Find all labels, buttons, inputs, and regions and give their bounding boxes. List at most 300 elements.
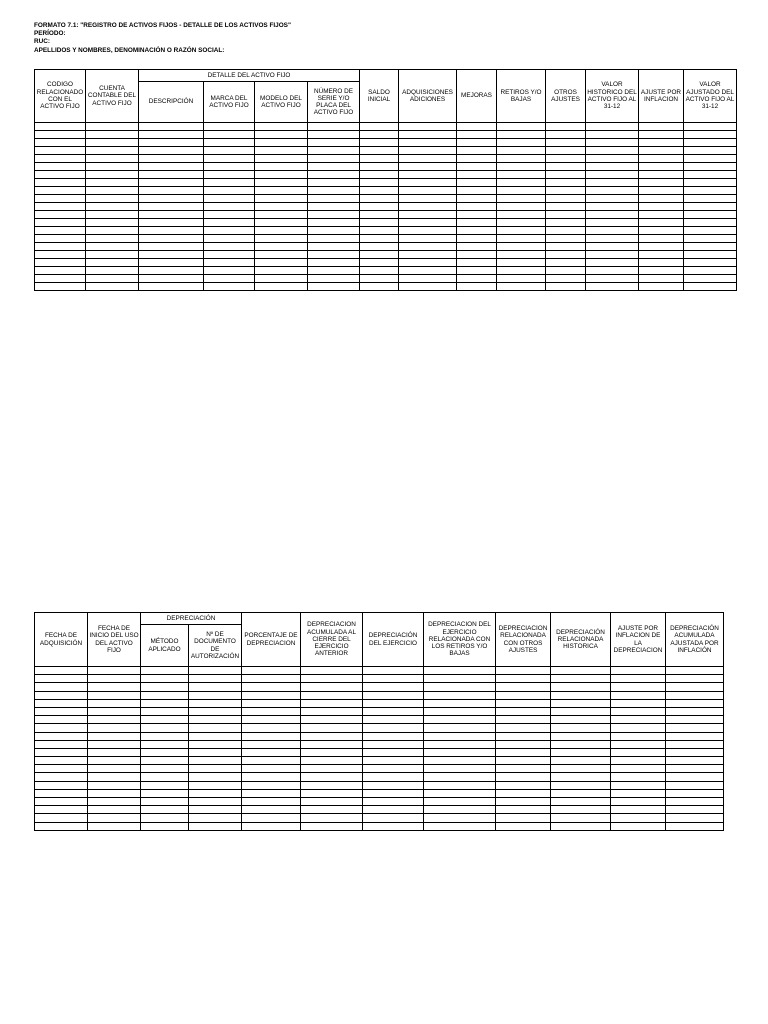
table-cell[interactable] bbox=[204, 179, 255, 187]
table-cell[interactable] bbox=[35, 765, 88, 773]
table-cell[interactable] bbox=[360, 155, 399, 163]
table-cell[interactable] bbox=[301, 822, 363, 830]
table-cell[interactable] bbox=[255, 163, 308, 171]
table-cell[interactable] bbox=[88, 707, 141, 715]
table-cell[interactable] bbox=[301, 781, 363, 789]
table-cell[interactable] bbox=[546, 275, 586, 283]
table-cell[interactable] bbox=[360, 251, 399, 259]
table-cell[interactable] bbox=[666, 707, 724, 715]
table-cell[interactable] bbox=[551, 814, 611, 822]
table-cell[interactable] bbox=[204, 147, 255, 155]
table-cell[interactable] bbox=[399, 211, 457, 219]
table-cell[interactable] bbox=[497, 259, 546, 267]
table-cell[interactable] bbox=[639, 171, 684, 179]
table-cell[interactable] bbox=[308, 227, 360, 235]
table-cell[interactable] bbox=[684, 283, 737, 291]
table-cell[interactable] bbox=[586, 211, 639, 219]
table-cell[interactable] bbox=[586, 123, 639, 131]
table-cell[interactable] bbox=[496, 748, 551, 756]
table-cell[interactable] bbox=[457, 203, 497, 211]
table-cell[interactable] bbox=[301, 691, 363, 699]
table-cell[interactable] bbox=[546, 187, 586, 195]
table-cell[interactable] bbox=[586, 155, 639, 163]
table-cell[interactable] bbox=[139, 179, 204, 187]
table-cell[interactable] bbox=[586, 163, 639, 171]
table-cell[interactable] bbox=[86, 139, 139, 147]
table-cell[interactable] bbox=[189, 789, 242, 797]
table-cell[interactable] bbox=[457, 235, 497, 243]
table-cell[interactable] bbox=[35, 822, 88, 830]
table-cell[interactable] bbox=[496, 757, 551, 765]
table-cell[interactable] bbox=[457, 219, 497, 227]
table-cell[interactable] bbox=[308, 139, 360, 147]
table-cell[interactable] bbox=[399, 147, 457, 155]
table-cell[interactable] bbox=[141, 691, 189, 699]
table-cell[interactable] bbox=[360, 147, 399, 155]
table-cell[interactable] bbox=[301, 757, 363, 765]
table-cell[interactable] bbox=[88, 781, 141, 789]
table-cell[interactable] bbox=[586, 139, 639, 147]
table-cell[interactable] bbox=[497, 211, 546, 219]
table-cell[interactable] bbox=[684, 203, 737, 211]
table-cell[interactable] bbox=[399, 219, 457, 227]
table-cell[interactable] bbox=[308, 267, 360, 275]
table-cell[interactable] bbox=[551, 765, 611, 773]
table-cell[interactable] bbox=[639, 235, 684, 243]
table-cell[interactable] bbox=[586, 187, 639, 195]
table-cell[interactable] bbox=[308, 187, 360, 195]
table-cell[interactable] bbox=[88, 748, 141, 756]
table-cell[interactable] bbox=[684, 123, 737, 131]
table-cell[interactable] bbox=[255, 203, 308, 211]
table-cell[interactable] bbox=[546, 219, 586, 227]
table-cell[interactable] bbox=[189, 683, 242, 691]
table-cell[interactable] bbox=[424, 683, 496, 691]
table-cell[interactable] bbox=[546, 235, 586, 243]
table-cell[interactable] bbox=[204, 123, 255, 131]
table-cell[interactable] bbox=[308, 211, 360, 219]
table-cell[interactable] bbox=[497, 243, 546, 251]
table-cell[interactable] bbox=[360, 227, 399, 235]
table-cell[interactable] bbox=[86, 251, 139, 259]
table-cell[interactable] bbox=[546, 243, 586, 251]
table-cell[interactable] bbox=[360, 171, 399, 179]
table-cell[interactable] bbox=[255, 219, 308, 227]
table-cell[interactable] bbox=[308, 179, 360, 187]
table-cell[interactable] bbox=[363, 740, 424, 748]
table-cell[interactable] bbox=[88, 757, 141, 765]
table-cell[interactable] bbox=[360, 275, 399, 283]
table-cell[interactable] bbox=[204, 171, 255, 179]
table-cell[interactable] bbox=[497, 219, 546, 227]
table-cell[interactable] bbox=[35, 203, 86, 211]
table-cell[interactable] bbox=[586, 243, 639, 251]
table-cell[interactable] bbox=[308, 147, 360, 155]
table-cell[interactable] bbox=[35, 195, 86, 203]
table-cell[interactable] bbox=[363, 732, 424, 740]
table-cell[interactable] bbox=[639, 251, 684, 259]
table-cell[interactable] bbox=[242, 748, 301, 756]
table-cell[interactable] bbox=[255, 211, 308, 219]
table-cell[interactable] bbox=[35, 724, 88, 732]
table-cell[interactable] bbox=[255, 131, 308, 139]
table-cell[interactable] bbox=[457, 155, 497, 163]
table-cell[interactable] bbox=[611, 765, 666, 773]
table-cell[interactable] bbox=[424, 724, 496, 732]
table-cell[interactable] bbox=[242, 757, 301, 765]
table-cell[interactable] bbox=[189, 757, 242, 765]
table-cell[interactable] bbox=[363, 667, 424, 675]
table-cell[interactable] bbox=[666, 691, 724, 699]
table-cell[interactable] bbox=[666, 757, 724, 765]
table-cell[interactable] bbox=[639, 203, 684, 211]
table-cell[interactable] bbox=[496, 683, 551, 691]
table-cell[interactable] bbox=[611, 789, 666, 797]
table-cell[interactable] bbox=[496, 699, 551, 707]
table-cell[interactable] bbox=[88, 806, 141, 814]
table-cell[interactable] bbox=[611, 675, 666, 683]
table-cell[interactable] bbox=[35, 187, 86, 195]
table-cell[interactable] bbox=[684, 211, 737, 219]
table-cell[interactable] bbox=[35, 699, 88, 707]
table-cell[interactable] bbox=[86, 219, 139, 227]
table-cell[interactable] bbox=[301, 798, 363, 806]
table-cell[interactable] bbox=[88, 732, 141, 740]
table-cell[interactable] bbox=[35, 211, 86, 219]
table-cell[interactable] bbox=[360, 219, 399, 227]
table-cell[interactable] bbox=[546, 283, 586, 291]
table-cell[interactable] bbox=[586, 235, 639, 243]
table-cell[interactable] bbox=[301, 740, 363, 748]
table-cell[interactable] bbox=[586, 147, 639, 155]
table-cell[interactable] bbox=[363, 716, 424, 724]
table-cell[interactable] bbox=[457, 179, 497, 187]
table-cell[interactable] bbox=[308, 155, 360, 163]
table-cell[interactable] bbox=[639, 267, 684, 275]
table-cell[interactable] bbox=[301, 732, 363, 740]
table-cell[interactable] bbox=[497, 179, 546, 187]
table-cell[interactable] bbox=[546, 123, 586, 131]
table-cell[interactable] bbox=[684, 219, 737, 227]
table-cell[interactable] bbox=[684, 155, 737, 163]
table-cell[interactable] bbox=[189, 798, 242, 806]
table-cell[interactable] bbox=[204, 219, 255, 227]
table-cell[interactable] bbox=[586, 131, 639, 139]
table-cell[interactable] bbox=[684, 171, 737, 179]
table-cell[interactable] bbox=[497, 267, 546, 275]
table-cell[interactable] bbox=[139, 283, 204, 291]
table-cell[interactable] bbox=[242, 724, 301, 732]
table-cell[interactable] bbox=[586, 267, 639, 275]
table-cell[interactable] bbox=[684, 227, 737, 235]
table-cell[interactable] bbox=[497, 235, 546, 243]
table-cell[interactable] bbox=[360, 187, 399, 195]
table-cell[interactable] bbox=[301, 667, 363, 675]
table-cell[interactable] bbox=[301, 683, 363, 691]
table-cell[interactable] bbox=[86, 243, 139, 251]
table-cell[interactable] bbox=[141, 773, 189, 781]
table-cell[interactable] bbox=[611, 781, 666, 789]
table-cell[interactable] bbox=[189, 732, 242, 740]
table-cell[interactable] bbox=[139, 123, 204, 131]
table-cell[interactable] bbox=[360, 211, 399, 219]
table-cell[interactable] bbox=[360, 195, 399, 203]
table-cell[interactable] bbox=[35, 814, 88, 822]
table-cell[interactable] bbox=[496, 691, 551, 699]
table-cell[interactable] bbox=[666, 675, 724, 683]
table-cell[interactable] bbox=[255, 227, 308, 235]
table-cell[interactable] bbox=[88, 740, 141, 748]
table-cell[interactable] bbox=[360, 243, 399, 251]
table-cell[interactable] bbox=[611, 798, 666, 806]
table-cell[interactable] bbox=[189, 675, 242, 683]
table-cell[interactable] bbox=[308, 251, 360, 259]
table-cell[interactable] bbox=[457, 139, 497, 147]
table-cell[interactable] bbox=[424, 798, 496, 806]
table-cell[interactable] bbox=[35, 219, 86, 227]
table-cell[interactable] bbox=[360, 259, 399, 267]
table-cell[interactable] bbox=[255, 283, 308, 291]
table-cell[interactable] bbox=[86, 275, 139, 283]
table-cell[interactable] bbox=[88, 789, 141, 797]
table-cell[interactable] bbox=[139, 163, 204, 171]
table-cell[interactable] bbox=[363, 765, 424, 773]
table-cell[interactable] bbox=[88, 683, 141, 691]
table-cell[interactable] bbox=[639, 243, 684, 251]
table-cell[interactable] bbox=[88, 798, 141, 806]
table-cell[interactable] bbox=[35, 675, 88, 683]
table-cell[interactable] bbox=[457, 171, 497, 179]
table-cell[interactable] bbox=[242, 740, 301, 748]
table-cell[interactable] bbox=[399, 243, 457, 251]
table-cell[interactable] bbox=[255, 187, 308, 195]
table-cell[interactable] bbox=[363, 798, 424, 806]
table-cell[interactable] bbox=[139, 211, 204, 219]
table-cell[interactable] bbox=[666, 765, 724, 773]
table-cell[interactable] bbox=[189, 773, 242, 781]
table-cell[interactable] bbox=[189, 716, 242, 724]
table-cell[interactable] bbox=[88, 667, 141, 675]
table-cell[interactable] bbox=[189, 822, 242, 830]
table-cell[interactable] bbox=[457, 131, 497, 139]
table-cell[interactable] bbox=[363, 757, 424, 765]
table-cell[interactable] bbox=[88, 765, 141, 773]
table-cell[interactable] bbox=[497, 251, 546, 259]
table-cell[interactable] bbox=[639, 123, 684, 131]
table-cell[interactable] bbox=[546, 131, 586, 139]
table-cell[interactable] bbox=[457, 187, 497, 195]
table-cell[interactable] bbox=[399, 171, 457, 179]
table-cell[interactable] bbox=[242, 675, 301, 683]
table-cell[interactable] bbox=[308, 131, 360, 139]
table-cell[interactable] bbox=[586, 227, 639, 235]
table-cell[interactable] bbox=[457, 163, 497, 171]
table-cell[interactable] bbox=[684, 187, 737, 195]
table-cell[interactable] bbox=[424, 789, 496, 797]
table-cell[interactable] bbox=[551, 732, 611, 740]
table-cell[interactable] bbox=[496, 724, 551, 732]
table-cell[interactable] bbox=[86, 259, 139, 267]
table-cell[interactable] bbox=[363, 675, 424, 683]
table-cell[interactable] bbox=[189, 740, 242, 748]
table-cell[interactable] bbox=[546, 163, 586, 171]
table-cell[interactable] bbox=[399, 195, 457, 203]
table-cell[interactable] bbox=[684, 147, 737, 155]
table-cell[interactable] bbox=[141, 789, 189, 797]
table-cell[interactable] bbox=[611, 732, 666, 740]
table-cell[interactable] bbox=[586, 179, 639, 187]
table-cell[interactable] bbox=[546, 195, 586, 203]
table-cell[interactable] bbox=[399, 139, 457, 147]
table-cell[interactable] bbox=[139, 131, 204, 139]
table-cell[interactable] bbox=[301, 789, 363, 797]
table-cell[interactable] bbox=[242, 707, 301, 715]
table-cell[interactable] bbox=[457, 283, 497, 291]
table-cell[interactable] bbox=[35, 691, 88, 699]
table-cell[interactable] bbox=[551, 707, 611, 715]
table-cell[interactable] bbox=[139, 187, 204, 195]
table-cell[interactable] bbox=[497, 147, 546, 155]
table-cell[interactable] bbox=[551, 748, 611, 756]
table-cell[interactable] bbox=[139, 171, 204, 179]
table-cell[interactable] bbox=[204, 155, 255, 163]
table-cell[interactable] bbox=[424, 781, 496, 789]
table-cell[interactable] bbox=[666, 814, 724, 822]
table-cell[interactable] bbox=[35, 147, 86, 155]
table-cell[interactable] bbox=[88, 699, 141, 707]
table-cell[interactable] bbox=[639, 179, 684, 187]
table-cell[interactable] bbox=[684, 195, 737, 203]
table-cell[interactable] bbox=[139, 275, 204, 283]
table-cell[interactable] bbox=[141, 667, 189, 675]
table-cell[interactable] bbox=[363, 724, 424, 732]
table-cell[interactable] bbox=[242, 699, 301, 707]
table-cell[interactable] bbox=[189, 814, 242, 822]
table-cell[interactable] bbox=[255, 195, 308, 203]
table-cell[interactable] bbox=[189, 691, 242, 699]
table-cell[interactable] bbox=[546, 251, 586, 259]
table-cell[interactable] bbox=[204, 195, 255, 203]
table-cell[interactable] bbox=[639, 219, 684, 227]
table-cell[interactable] bbox=[639, 147, 684, 155]
table-cell[interactable] bbox=[611, 699, 666, 707]
table-cell[interactable] bbox=[242, 691, 301, 699]
table-cell[interactable] bbox=[399, 203, 457, 211]
table-cell[interactable] bbox=[141, 757, 189, 765]
table-cell[interactable] bbox=[497, 195, 546, 203]
table-cell[interactable] bbox=[611, 683, 666, 691]
table-cell[interactable] bbox=[546, 227, 586, 235]
table-cell[interactable] bbox=[255, 267, 308, 275]
table-cell[interactable] bbox=[360, 179, 399, 187]
table-cell[interactable] bbox=[204, 283, 255, 291]
table-cell[interactable] bbox=[301, 724, 363, 732]
table-cell[interactable] bbox=[639, 275, 684, 283]
table-cell[interactable] bbox=[88, 773, 141, 781]
table-cell[interactable] bbox=[666, 732, 724, 740]
table-cell[interactable] bbox=[141, 683, 189, 691]
table-cell[interactable] bbox=[457, 275, 497, 283]
table-cell[interactable] bbox=[141, 748, 189, 756]
table-cell[interactable] bbox=[86, 187, 139, 195]
table-cell[interactable] bbox=[546, 267, 586, 275]
table-cell[interactable] bbox=[204, 139, 255, 147]
table-cell[interactable] bbox=[35, 740, 88, 748]
table-cell[interactable] bbox=[684, 243, 737, 251]
table-cell[interactable] bbox=[457, 147, 497, 155]
table-cell[interactable] bbox=[586, 251, 639, 259]
table-cell[interactable] bbox=[35, 748, 88, 756]
table-cell[interactable] bbox=[496, 773, 551, 781]
table-cell[interactable] bbox=[684, 139, 737, 147]
table-cell[interactable] bbox=[611, 757, 666, 765]
table-cell[interactable] bbox=[639, 139, 684, 147]
table-cell[interactable] bbox=[424, 765, 496, 773]
table-cell[interactable] bbox=[546, 147, 586, 155]
table-cell[interactable] bbox=[586, 195, 639, 203]
table-cell[interactable] bbox=[684, 163, 737, 171]
table-cell[interactable] bbox=[586, 171, 639, 179]
table-cell[interactable] bbox=[301, 716, 363, 724]
table-cell[interactable] bbox=[204, 203, 255, 211]
table-cell[interactable] bbox=[204, 227, 255, 235]
table-cell[interactable] bbox=[360, 139, 399, 147]
table-cell[interactable] bbox=[457, 195, 497, 203]
table-cell[interactable] bbox=[399, 163, 457, 171]
table-cell[interactable] bbox=[546, 259, 586, 267]
table-cell[interactable] bbox=[551, 724, 611, 732]
table-cell[interactable] bbox=[639, 227, 684, 235]
table-cell[interactable] bbox=[189, 707, 242, 715]
table-cell[interactable] bbox=[551, 740, 611, 748]
table-cell[interactable] bbox=[457, 211, 497, 219]
table-cell[interactable] bbox=[666, 781, 724, 789]
table-cell[interactable] bbox=[301, 707, 363, 715]
table-cell[interactable] bbox=[546, 155, 586, 163]
table-cell[interactable] bbox=[363, 822, 424, 830]
table-cell[interactable] bbox=[86, 171, 139, 179]
table-cell[interactable] bbox=[141, 822, 189, 830]
table-cell[interactable] bbox=[497, 139, 546, 147]
table-cell[interactable] bbox=[139, 155, 204, 163]
table-cell[interactable] bbox=[242, 789, 301, 797]
table-cell[interactable] bbox=[242, 716, 301, 724]
table-cell[interactable] bbox=[189, 806, 242, 814]
table-cell[interactable] bbox=[189, 748, 242, 756]
table-cell[interactable] bbox=[242, 732, 301, 740]
table-cell[interactable] bbox=[86, 267, 139, 275]
table-cell[interactable] bbox=[88, 814, 141, 822]
table-cell[interactable] bbox=[204, 259, 255, 267]
table-cell[interactable] bbox=[363, 748, 424, 756]
table-cell[interactable] bbox=[141, 707, 189, 715]
table-cell[interactable] bbox=[35, 789, 88, 797]
table-cell[interactable] bbox=[666, 699, 724, 707]
table-cell[interactable] bbox=[496, 806, 551, 814]
table-cell[interactable] bbox=[496, 667, 551, 675]
table-cell[interactable] bbox=[457, 259, 497, 267]
table-cell[interactable] bbox=[35, 798, 88, 806]
table-cell[interactable] bbox=[639, 195, 684, 203]
table-cell[interactable] bbox=[35, 683, 88, 691]
table-cell[interactable] bbox=[35, 163, 86, 171]
table-cell[interactable] bbox=[308, 123, 360, 131]
table-cell[interactable] bbox=[611, 707, 666, 715]
table-cell[interactable] bbox=[497, 227, 546, 235]
table-cell[interactable] bbox=[363, 781, 424, 789]
table-cell[interactable] bbox=[35, 131, 86, 139]
table-cell[interactable] bbox=[399, 235, 457, 243]
